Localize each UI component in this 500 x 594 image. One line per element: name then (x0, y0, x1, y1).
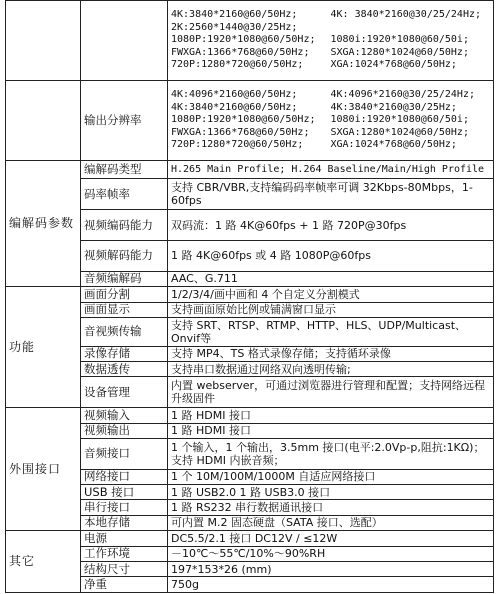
resolution-row-top (6, 1, 494, 81)
res-line: 2K:2560*1440@30/25Hz; (171, 21, 298, 33)
row-label: 网络接口 (81, 469, 168, 484)
row-label: 结构尺寸 (81, 561, 168, 576)
empty-label-cell (81, 1, 168, 81)
row-label: 码率帧率 (81, 179, 168, 210)
res-line: SXGA:1280*1024@60/50Hz; (330, 126, 469, 138)
res-line: 1080P:1920*1080@60/50Hz; (171, 114, 316, 126)
res-line: 1080i:1920*1080@60/50i; (330, 114, 469, 126)
row-label: 视频输出 (81, 423, 168, 438)
res-line: XGA:1024*768@60/50Hz; (330, 59, 457, 71)
empty-category-cell (6, 1, 81, 81)
row-value: 支持 MP4、TS 格式录像存储；支持循环录像 (168, 346, 494, 361)
row-value: 750g (168, 577, 494, 593)
row-label: 串行接口 (81, 500, 168, 515)
category-function: 功能 (6, 287, 81, 408)
row-value: 支持串口数据通过网络双向透明传输; (168, 362, 494, 377)
output-resolution-label: 输出分辨率 (81, 81, 168, 161)
row-label: 数据透传 (81, 362, 168, 377)
row-value: H.265 Main Profile; H.264 Baseline/Main/High Profile (168, 161, 494, 179)
category-interfaces: 外围接口 (6, 408, 81, 531)
row-label: 音频接口 (81, 438, 168, 469)
resolution-list-top (168, 1, 494, 81)
row-label: 设备管理 (81, 377, 168, 408)
row-value: AAC、G.711 (168, 271, 494, 286)
row-value: 双码流：1 路 4K@60fps + 1 路 720P@30fps (168, 210, 494, 241)
res-line: 4K:3840*2160@30/25Hz; (330, 101, 457, 113)
row-value: 1/2/3/4/画中画和 4 个自定义分割模式 (168, 287, 494, 302)
row-value: 1 个 10M/100M/1000M 自适应网络接口 (168, 469, 494, 484)
row-value: 1 个输入，1 个输出，3.5mm 接口(电平:2.0Vp-p,阻抗:1KΩ)；支持 HDMI 内嵌音频； (168, 438, 494, 469)
row-value: DC5.5/2.1 接口 DC12V / ≤12W (168, 531, 494, 546)
res-line: FWXGA:1366*768@60/50Hz; (171, 126, 310, 138)
row-value: －10℃～55℃/10%～90%RH (168, 546, 494, 561)
row-value: 支持 SRT、RTSP、RTMP、HTTP、HLS、UDP/Multicast、Onvif等 (168, 317, 494, 346)
row-value: 可内置 M.2 固态硬盘（SATA 接口、选配） (168, 515, 494, 530)
row-value: 内置 webserver，可通过浏览器进行管理和配置；支持网络远程升级固件 (168, 377, 494, 408)
empty-category-cell (6, 81, 81, 161)
res-line: 1080i:1920*1080@60/50i; (330, 34, 469, 46)
row-label: 视频解码能力 (81, 241, 168, 272)
row-value: 1 路 USB2.0 1 路 USB3.0 接口 (168, 485, 494, 500)
codec-row (6, 161, 494, 179)
res-line: XGA:1024*768@60/50Hz; (330, 139, 457, 151)
other-row (6, 531, 494, 546)
res-line: 4K:4096*2160@60/50Hz; (171, 89, 298, 101)
res-line: 4K:3840*2160@60/50Hz; (171, 9, 298, 21)
row-label: USB 接口 (81, 485, 168, 500)
res-line: 4K:3840*2160@60/50Hz; (171, 101, 298, 113)
row-label: 工作环境 (81, 546, 168, 561)
row-label: 视频编码能力 (81, 210, 168, 241)
res-line: 4K: 3840*2160@30/25/24Hz; (330, 9, 482, 21)
row-value: 197*153*26 (mm) (168, 561, 494, 576)
row-label: 本地存储 (81, 515, 168, 530)
interface-row (6, 408, 494, 423)
res-line: 4K:4096*2160@30/25/24Hz; (330, 89, 475, 101)
row-value: 1 路 4K@60fps 或 4 路 1080P@60fps (168, 241, 494, 272)
row-value: 1 路 HDMI 接口 (168, 423, 494, 438)
category-codec: 编解码参数 (6, 161, 81, 287)
output-resolution-list (168, 81, 494, 161)
res-line: 720P:1280*720@60/50Hz; (171, 139, 304, 151)
spec-table (5, 0, 494, 593)
output-resolution-row (6, 81, 494, 161)
category-other: 其它 (6, 531, 81, 593)
row-value: 1 路 RS232 串行数据通讯接口 (168, 500, 494, 515)
row-value: 1 路 HDMI 接口 (168, 408, 494, 423)
row-label: 画面分割 (81, 287, 168, 302)
row-label: 视频输入 (81, 408, 168, 423)
row-label: 净重 (81, 577, 168, 593)
function-row (6, 287, 494, 302)
res-line: 720P:1280*720@60/50Hz; (171, 59, 304, 71)
row-value: 支持 CBR/VBR,支持编码码率帧率可调 32Kbps-80Mbps，1-60fps (168, 179, 494, 210)
row-label: 音频编解码 (81, 271, 168, 286)
res-line: 1080P:1920*1080@60/50Hz; (171, 34, 316, 46)
res-line (331, 22, 491, 35)
row-label: 电源 (81, 531, 168, 546)
res-line: SXGA:1280*1024@60/50Hz; (330, 46, 469, 58)
res-line: FWXGA:1366*768@60/50Hz; (171, 46, 310, 58)
row-label: 画面显示 (81, 302, 168, 317)
row-label: 音视频传输 (81, 317, 168, 346)
row-label: 编解码类型 (81, 161, 168, 179)
row-value: 支持画面原始比例或铺满窗口显示 (168, 302, 494, 317)
row-label: 录像存储 (81, 346, 168, 361)
